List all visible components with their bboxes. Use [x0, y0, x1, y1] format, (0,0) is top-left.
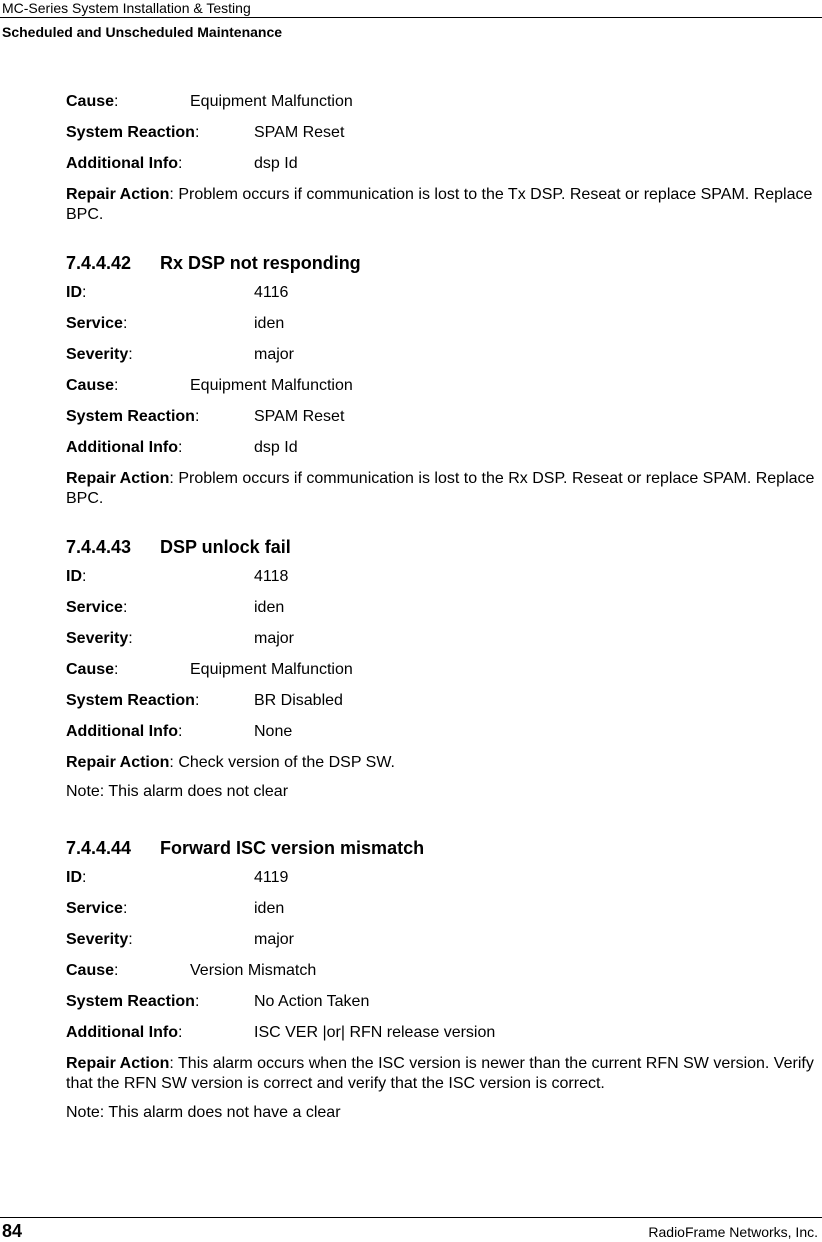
alarm-system-reaction-value: SPAM Reset: [254, 408, 345, 425]
alarm-heading: [66, 536, 818, 558]
field-label: Cause: [66, 661, 115, 678]
field-label: Service: [66, 315, 123, 332]
field-label: Service: [66, 900, 123, 917]
running-header-section: Scheduled and Unscheduled Maintenance: [2, 24, 283, 40]
alarm-additional-info-value: None: [254, 723, 293, 740]
field-label: Additional Info: [66, 155, 178, 172]
alarm-cause-value: Equipment Malfunction: [190, 377, 353, 394]
alarm-title: Forward ISC version mismatch: [160, 838, 425, 858]
field-label: Repair Action: [66, 1055, 170, 1072]
alarm-service-value: iden: [254, 900, 285, 917]
alarm-repair-action: Repair Action: Check version of the DSP SW.: [66, 754, 395, 771]
alarm-repair-action-text: Problem occurs if communication is lost to the Rx DSP. Reseat or replace SPAM. Replace BPC.: [66, 470, 815, 507]
intro-repair-action-text: Problem occurs if communication is lost to the Tx DSP. Reseat or replace SPAM. Replace BPC.: [66, 186, 813, 223]
alarm-additional-info-value: ISC VER |or| RFN release version: [254, 1024, 496, 1041]
page-content: [66, 89, 818, 1131]
alarm-cause-value: Version Mismatch: [190, 962, 317, 979]
page-number: 84: [2, 1221, 23, 1241]
intro-additional-info-value: dsp Id: [254, 155, 298, 172]
intro-system-reaction-value: SPAM Reset: [254, 124, 345, 141]
alarm-additional-info-row: Additional Info: None: [66, 719, 818, 750]
alarm-additional-info-value: dsp Id: [254, 439, 298, 456]
alarm-service-row: Service: iden: [66, 896, 818, 927]
alarm-heading: [66, 837, 818, 859]
field-label: System Reaction: [66, 993, 195, 1010]
field-label: Service: [66, 599, 123, 616]
running-header-title: MC-Series System Installation & Testing: [2, 0, 251, 16]
field-label: System Reaction: [66, 408, 195, 425]
alarm-repair-action: Repair Action: Problem occurs if communication is lost to the Rx DSP. Reseat or replace SPAM. Replace BPC.: [66, 470, 815, 507]
footer-rule: [0, 1217, 822, 1218]
alarm-title: Rx DSP not responding: [160, 253, 361, 273]
field-label: Severity: [66, 931, 129, 948]
alarm-severity-value: major: [254, 931, 295, 948]
field-label: Severity: [66, 630, 129, 647]
field-label: Cause: [66, 377, 115, 394]
header-rule: [0, 17, 822, 18]
field-label: System Reaction: [66, 124, 195, 141]
intro-cause-value: Equipment Malfunction: [190, 93, 353, 110]
alarm-id-row: ID: 4119: [66, 865, 818, 896]
alarm-heading: [66, 252, 818, 274]
alarm-note: Note: This alarm does not have a clear: [66, 1104, 341, 1121]
alarm-system-reaction-row: System Reaction: BR Disabled: [66, 688, 818, 719]
field-label: Cause: [66, 962, 115, 979]
field-label: Additional Info: [66, 723, 178, 740]
alarm-severity-value: major: [254, 346, 295, 363]
alarm-service-row: Service: iden: [66, 595, 818, 626]
field-label: Additional Info: [66, 1024, 178, 1041]
alarm-system-reaction-value: No Action Taken: [254, 993, 370, 1010]
intro-additional-info-row: Additional Info: dsp Id: [66, 151, 818, 182]
alarm-repair-action-text: Check version of the DSP SW.: [178, 754, 395, 771]
alarm-number: 7.4.4.43: [66, 537, 132, 557]
alarm-id-row: ID: 4118: [66, 564, 818, 595]
alarm-number: 7.4.4.44: [66, 838, 132, 858]
alarm-id-value: 4119: [254, 869, 289, 886]
alarm-id-row: ID: 4116: [66, 280, 818, 311]
alarm-cause-row: Cause: Equipment Malfunction: [66, 373, 818, 404]
intro-system-reaction-row: System Reaction: SPAM Reset: [66, 120, 818, 151]
field-label: ID: [66, 869, 82, 886]
alarm-severity-row: Severity: major: [66, 626, 818, 657]
alarm-cause-value: Equipment Malfunction: [190, 661, 353, 678]
alarm-system-reaction-row: System Reaction: No Action Taken: [66, 989, 818, 1020]
field-label: Additional Info: [66, 439, 178, 456]
field-label: System Reaction: [66, 692, 195, 709]
alarm-repair-action-text: This alarm occurs when the ISC version is newer than the current RFN SW version. Verify that the RFN SW version is correct and verify that the ISC version is correct.: [66, 1055, 814, 1092]
alarm-cause-row: Cause: Version Mismatch: [66, 958, 818, 989]
alarm-repair-action: Repair Action: This alarm occurs when the ISC version is newer than the current RFN SW version. Verify that the RFN SW version is correct and verify that the ISC version is correct.: [66, 1055, 814, 1092]
alarm-severity-row: Severity: major: [66, 927, 818, 958]
alarm-id-value: 4116: [254, 284, 289, 301]
alarm-service-value: iden: [254, 599, 285, 616]
field-label: Repair Action: [66, 470, 170, 487]
alarm-id-value: 4118: [254, 568, 289, 585]
field-label: Repair Action: [66, 186, 170, 203]
alarm-severity-row: Severity: major: [66, 342, 818, 373]
alarm-system-reaction-value: BR Disabled: [254, 692, 343, 709]
intro-repair-action: Repair Action: Problem occurs if communication is lost to the Tx DSP. Reseat or replace SPAM. Replace BPC.: [66, 186, 813, 223]
field-label: Cause: [66, 93, 115, 110]
footer-company: RadioFrame Networks, Inc.: [648, 1224, 818, 1240]
alarm-note: Note: This alarm does not clear: [66, 783, 289, 800]
alarm-service-row: Service: iden: [66, 311, 818, 342]
field-label: ID: [66, 284, 82, 301]
alarm-number: 7.4.4.42: [66, 253, 132, 273]
field-label: Repair Action: [66, 754, 170, 771]
alarm-service-value: iden: [254, 315, 285, 332]
alarm-additional-info-row: Additional Info: dsp Id: [66, 435, 818, 466]
intro-cause-row: Cause: Equipment Malfunction: [66, 89, 818, 120]
alarm-cause-row: Cause: Equipment Malfunction: [66, 657, 818, 688]
alarm-severity-value: major: [254, 630, 295, 647]
field-label: Severity: [66, 346, 129, 363]
field-label: ID: [66, 568, 82, 585]
alarm-system-reaction-row: System Reaction: SPAM Reset: [66, 404, 818, 435]
alarm-additional-info-row: Additional Info: ISC VER |or| RFN release version: [66, 1020, 818, 1051]
alarm-title: DSP unlock fail: [160, 537, 291, 557]
